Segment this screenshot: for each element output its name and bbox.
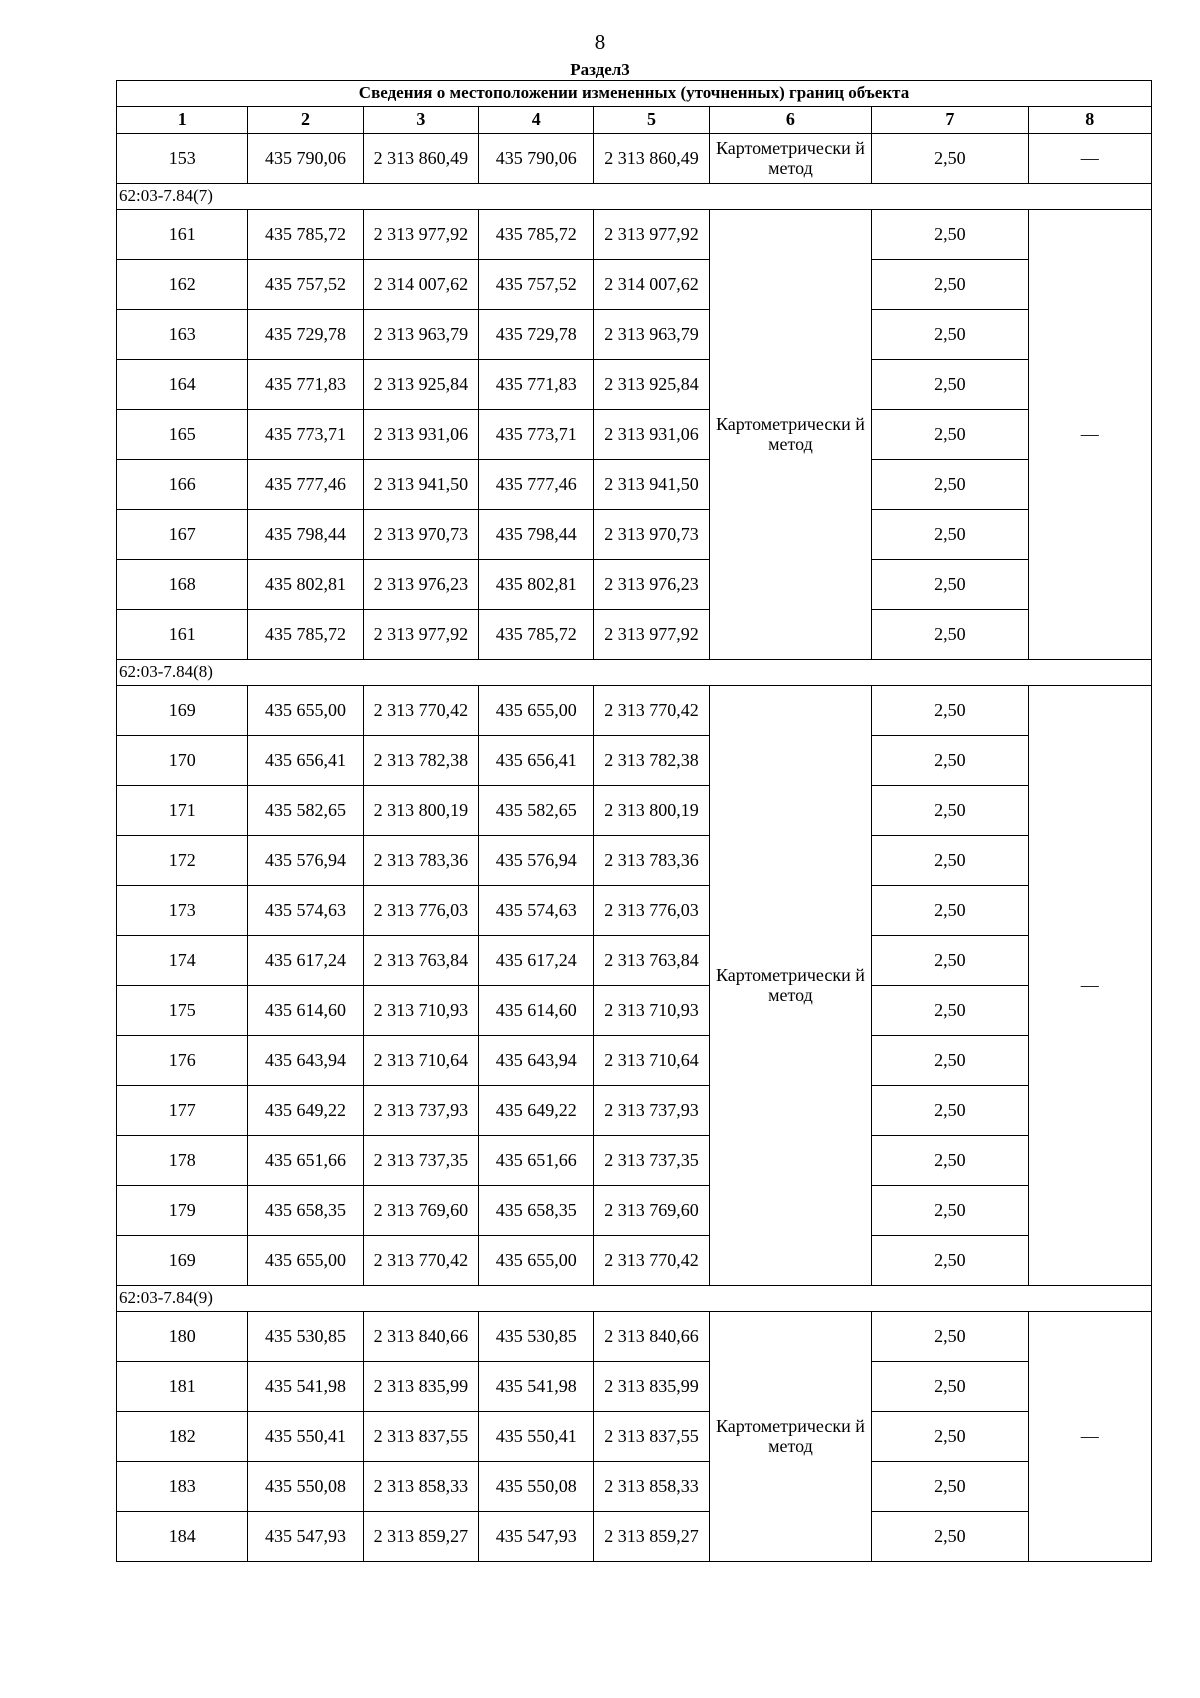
page-number: 8 [594,30,606,54]
table-row [117,260,1152,310]
accuracy-cell: 2,50 [872,510,1028,560]
coordinate-cell: 435 790,06 [479,134,594,184]
point-number-cell: 182 [117,1412,248,1462]
point-number-cell: 169 [117,1236,248,1286]
coordinate-cell: 2 313 737,93 [594,1086,709,1136]
accuracy-cell: 2,50 [872,1512,1028,1562]
coordinate-cell: 435 643,94 [248,1036,363,1086]
point-number-cell: 164 [117,360,248,410]
coordinate-cell: 435 785,72 [479,610,594,660]
accuracy-cell: 2,50 [872,460,1028,510]
column-header-row [117,107,1152,134]
coordinate-cell: 2 313 710,93 [594,986,709,1036]
coordinate-cell: 435 655,00 [248,1236,363,1286]
table-row [117,510,1152,560]
table-row [117,610,1152,660]
coordinate-cell: 435 530,85 [248,1312,363,1362]
table-row [117,736,1152,786]
table-row [117,1312,1152,1362]
accuracy-cell: 2,50 [872,1086,1028,1136]
coordinate-cell: 2 313 770,42 [594,686,709,736]
coordinate-cell: 2 313 977,92 [594,610,709,660]
point-number-cell: 169 [117,686,248,736]
coordinate-cell: 435 655,00 [479,686,594,736]
accuracy-cell: 2,50 [872,1236,1028,1286]
accuracy-cell: 2,50 [872,1186,1028,1236]
column-header: 8 [1028,107,1151,134]
coordinate-cell: 435 656,41 [479,736,594,786]
coordinate-cell: 435 576,94 [248,836,363,886]
coordinate-cell: 2 313 860,49 [594,134,709,184]
description-cell: — [1028,1312,1151,1562]
table-row [117,1136,1152,1186]
coordinate-cell: 2 313 710,93 [363,986,478,1036]
coordinate-cell: 2 313 769,60 [363,1186,478,1236]
table-row [117,1412,1152,1462]
coordinate-cell: 435 798,44 [248,510,363,560]
point-number-cell: 171 [117,786,248,836]
point-number-cell: 177 [117,1086,248,1136]
coordinate-cell: 435 576,94 [479,836,594,886]
point-number-cell: 183 [117,1462,248,1512]
table-row [117,786,1152,836]
group-header-row [117,184,1152,210]
coordinate-cell: 435 574,63 [479,886,594,936]
accuracy-cell: 2,50 [872,986,1028,1036]
coordinate-cell: 2 313 840,66 [594,1312,709,1362]
coordinate-cell: 2 314 007,62 [594,260,709,310]
point-number-cell: 176 [117,1036,248,1086]
coordinate-cell: 2 313 770,42 [594,1236,709,1286]
column-header: 1 [117,107,248,134]
coordinate-cell: 2 313 859,27 [363,1512,478,1562]
coordinate-cell: 435 729,78 [248,310,363,360]
coordinate-cell: 435 547,93 [479,1512,594,1562]
accuracy-cell: 2,50 [872,836,1028,886]
column-header: 3 [363,107,478,134]
accuracy-cell: 2,50 [872,736,1028,786]
coordinate-cell: 435 655,00 [479,1236,594,1286]
description-cell: — [1028,210,1151,660]
accuracy-cell: 2,50 [872,610,1028,660]
coordinate-cell: 435 530,85 [479,1312,594,1362]
coordinate-cell: 435 798,44 [479,510,594,560]
accuracy-cell: 2,50 [872,560,1028,610]
group-header-row [117,1286,1152,1312]
coordinate-cell: 2 313 963,79 [594,310,709,360]
table-row [117,986,1152,1036]
coordinate-cell: 435 550,08 [248,1462,363,1512]
coordinate-cell: 2 313 710,64 [363,1036,478,1086]
table-row [117,1512,1152,1562]
table-row [117,310,1152,360]
point-number-cell: 170 [117,736,248,786]
coordinate-cell: 2 313 782,38 [363,736,478,786]
group-label: 62:03-7.84(9) [117,1286,1152,1312]
coordinate-cell: 2 313 977,92 [594,210,709,260]
coordinate-cell: 435 785,72 [248,610,363,660]
table-row [117,686,1152,736]
section-title: Раздел3 [570,60,630,79]
coordinate-cell: 435 656,41 [248,736,363,786]
description-cell: — [1028,134,1151,184]
method-cell: Картометрически й метод [709,1312,871,1562]
coordinate-cell: 435 614,60 [479,986,594,1036]
accuracy-cell: 2,50 [872,1462,1028,1512]
group-label: 62:03-7.84(7) [117,184,1152,210]
coordinate-cell: 2 313 931,06 [594,410,709,460]
accuracy-cell: 2,50 [872,1312,1028,1362]
point-number-cell: 184 [117,1512,248,1562]
coordinate-cell: 2 313 770,42 [363,1236,478,1286]
column-header: 7 [872,107,1028,134]
coordinate-cell: 435 777,46 [479,460,594,510]
coordinate-cell: 435 729,78 [479,310,594,360]
coordinate-cell: 435 785,72 [479,210,594,260]
coordinate-cell: 435 658,35 [248,1186,363,1236]
accuracy-cell: 2,50 [872,410,1028,460]
coordinate-cell: 435 757,52 [248,260,363,310]
coordinate-cell: 2 313 860,49 [363,134,478,184]
coordinate-cell: 435 649,22 [479,1086,594,1136]
table-title: Сведения о местоположении измененных (уточненных) границ объекта [117,81,1152,107]
point-number-cell: 161 [117,610,248,660]
coordinate-cell: 435 614,60 [248,986,363,1036]
coordinate-cell: 435 550,41 [479,1412,594,1462]
coordinate-cell: 435 582,65 [479,786,594,836]
point-number-cell: 174 [117,936,248,986]
coordinate-cell: 2 313 941,50 [363,460,478,510]
point-number-cell: 162 [117,260,248,310]
coordinate-cell: 2 313 837,55 [363,1412,478,1462]
description-cell: — [1028,686,1151,1286]
coordinate-cell: 2 313 970,73 [594,510,709,560]
coordinate-cell: 435 655,00 [248,686,363,736]
method-cell: Картометрически й метод [709,686,871,1286]
coordinate-cell: 435 582,65 [248,786,363,836]
table-row [117,1186,1152,1236]
accuracy-cell: 2,50 [872,886,1028,936]
accuracy-cell: 2,50 [872,1136,1028,1186]
table-row [117,410,1152,460]
coordinate-cell: 2 313 776,03 [594,886,709,936]
table-row [117,1036,1152,1086]
coordinate-cell: 435 550,08 [479,1462,594,1512]
accuracy-cell: 2,50 [872,260,1028,310]
table-row [117,360,1152,410]
coordinate-cell: 2 313 976,23 [363,560,478,610]
coordinate-cell: 2 313 737,35 [363,1136,478,1186]
coordinate-cell: 435 550,41 [248,1412,363,1462]
table-row [117,1462,1152,1512]
accuracy-cell: 2,50 [872,310,1028,360]
coordinate-cell: 435 802,81 [248,560,363,610]
coordinate-cell: 2 313 840,66 [363,1312,478,1362]
coordinate-cell: 2 313 941,50 [594,460,709,510]
point-number-cell: 172 [117,836,248,886]
coordinate-cell: 435 757,52 [479,260,594,310]
point-number-cell: 153 [117,134,248,184]
coordinate-cell: 435 785,72 [248,210,363,260]
coordinate-cell: 435 790,06 [248,134,363,184]
coordinate-cell: 2 313 925,84 [594,360,709,410]
coordinate-cell: 2 313 976,23 [594,560,709,610]
accuracy-cell: 2,50 [872,1036,1028,1086]
coordinate-cell: 2 313 977,92 [363,610,478,660]
accuracy-cell: 2,50 [872,786,1028,836]
coordinate-cell: 435 773,71 [479,410,594,460]
coordinate-cell: 2 313 858,33 [363,1462,478,1512]
coordinate-cell: 2 313 769,60 [594,1186,709,1236]
point-number-cell: 178 [117,1136,248,1186]
table-row [117,134,1152,184]
coordinate-cell: 435 547,93 [248,1512,363,1562]
point-number-cell: 163 [117,310,248,360]
table-row [117,560,1152,610]
table-row [117,210,1152,260]
table-row [117,886,1152,936]
point-number-cell: 161 [117,210,248,260]
point-number-cell: 168 [117,560,248,610]
coordinate-cell: 2 313 782,38 [594,736,709,786]
point-number-cell: 179 [117,1186,248,1236]
column-header: 6 [709,107,871,134]
point-number-cell: 173 [117,886,248,936]
boundary-table [116,80,1152,1562]
coordinate-cell: 2 313 770,42 [363,686,478,736]
coordinate-cell: 2 313 963,79 [363,310,478,360]
coordinate-cell: 2 313 837,55 [594,1412,709,1462]
coordinate-cell: 435 574,63 [248,886,363,936]
accuracy-cell: 2,50 [872,360,1028,410]
coordinate-cell: 435 651,66 [248,1136,363,1186]
coordinate-cell: 2 313 710,64 [594,1036,709,1086]
coordinate-cell: 435 643,94 [479,1036,594,1086]
group-label: 62:03-7.84(8) [117,660,1152,686]
coordinate-cell: 2 313 783,36 [594,836,709,886]
accuracy-cell: 2,50 [872,936,1028,986]
coordinate-cell: 2 313 970,73 [363,510,478,560]
coordinate-cell: 2 313 977,92 [363,210,478,260]
coordinate-cell: 2 313 925,84 [363,360,478,410]
coordinate-cell: 435 771,83 [248,360,363,410]
coordinate-cell: 435 541,98 [479,1362,594,1412]
point-number-cell: 166 [117,460,248,510]
coordinate-cell: 435 773,71 [248,410,363,460]
point-number-cell: 167 [117,510,248,560]
table-row [117,1236,1152,1286]
coordinate-cell: 435 651,66 [479,1136,594,1186]
group-header-row [117,660,1152,686]
coordinate-cell: 2 313 800,19 [594,786,709,836]
coordinate-cell: 2 313 737,93 [363,1086,478,1136]
column-header: 4 [479,107,594,134]
coordinate-cell: 2 313 763,84 [363,936,478,986]
method-cell: Картометрически й метод [709,210,871,660]
point-number-cell: 180 [117,1312,248,1362]
coordinate-cell: 2 313 737,35 [594,1136,709,1186]
table-title-row [117,81,1152,107]
coordinate-cell: 435 777,46 [248,460,363,510]
coordinate-cell: 435 649,22 [248,1086,363,1136]
accuracy-cell: 2,50 [872,1412,1028,1462]
coordinate-cell: 435 802,81 [479,560,594,610]
table-row [117,836,1152,886]
coordinate-cell: 2 313 835,99 [594,1362,709,1412]
coordinate-cell: 2 313 859,27 [594,1512,709,1562]
table-row [117,460,1152,510]
coordinate-cell: 435 541,98 [248,1362,363,1412]
coordinate-cell: 2 314 007,62 [363,260,478,310]
coordinate-cell: 435 771,83 [479,360,594,410]
coordinate-cell: 2 313 835,99 [363,1362,478,1412]
coordinate-cell: 2 313 858,33 [594,1462,709,1512]
table-row [117,1086,1152,1136]
coordinate-cell: 2 313 931,06 [363,410,478,460]
method-cell: Картометрически й метод [709,134,871,184]
accuracy-cell: 2,50 [872,134,1028,184]
accuracy-cell: 2,50 [872,1362,1028,1412]
coordinate-cell: 2 313 800,19 [363,786,478,836]
table-row [117,936,1152,986]
column-header: 2 [248,107,363,134]
coordinate-cell: 2 313 776,03 [363,886,478,936]
point-number-cell: 175 [117,986,248,1036]
accuracy-cell: 2,50 [872,686,1028,736]
point-number-cell: 165 [117,410,248,460]
table-row [117,1362,1152,1412]
coordinate-cell: 435 617,24 [479,936,594,986]
coordinate-cell: 435 617,24 [248,936,363,986]
point-number-cell: 181 [117,1362,248,1412]
column-header: 5 [594,107,709,134]
accuracy-cell: 2,50 [872,210,1028,260]
coordinate-cell: 2 313 763,84 [594,936,709,986]
coordinate-cell: 2 313 783,36 [363,836,478,886]
coordinate-cell: 435 658,35 [479,1186,594,1236]
